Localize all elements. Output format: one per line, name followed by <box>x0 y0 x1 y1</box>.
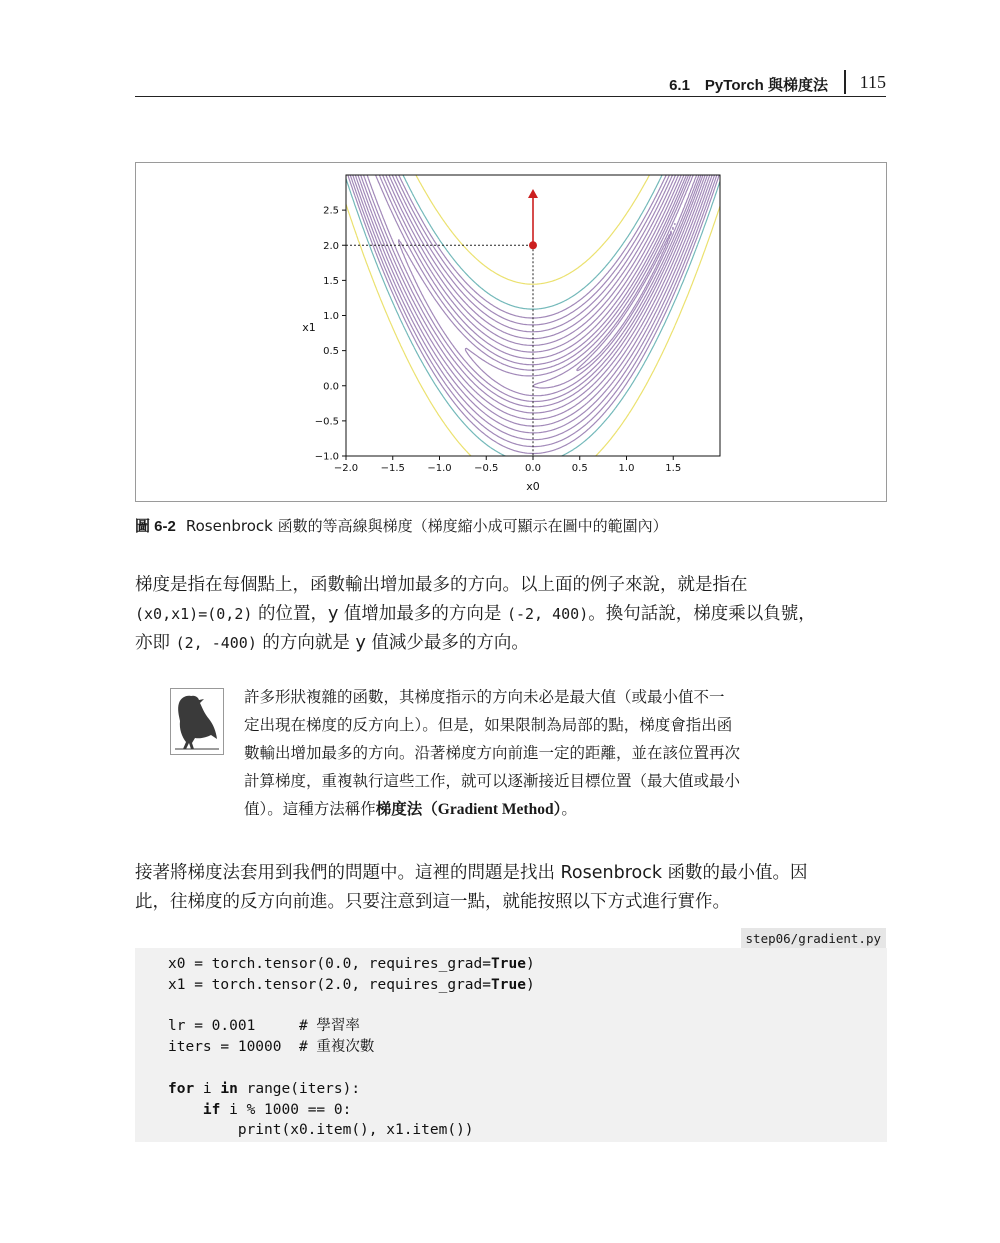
para1-code-2: (-2, 400) <box>506 605 589 623</box>
x-tick-label: −2.0 <box>333 463 359 474</box>
x-tick-label: 0.5 <box>571 463 588 474</box>
paragraph-gradient-definition <box>135 571 887 658</box>
code-line-6 <box>168 1100 887 1121</box>
x-tick-label: 1.0 <box>618 463 635 474</box>
note-line-1: 許多形狀複雜的函數，其梯度指示的方向未必是最大值（或最小值不一 <box>244 688 725 706</box>
page-number: 115 <box>859 72 886 92</box>
note-text <box>244 683 809 824</box>
code-filename: step06/gradient.py <box>741 928 886 948</box>
note-line-4: 計算梯度，重複執行這些工作，就可以逐漸接近目標位置（最大值或最小 <box>244 772 741 790</box>
code-1-a: x0 = torch.tensor(0.0, requires_grad= <box>168 956 492 972</box>
y-axis-label: x1 <box>302 321 316 334</box>
x-tick-label: −1.0 <box>427 463 452 474</box>
section-title: 6.1 PyTorch 與梯度法 <box>669 77 828 94</box>
note-line-3: 數輸出增加最多的方向。沿著梯度方向前進一定的距離，並在該位置再次 <box>244 744 741 762</box>
code-1-keyword: True <box>491 956 526 972</box>
code-2-c: ) <box>525 976 535 993</box>
code-5-for: for <box>168 1080 195 1097</box>
para2-line-2: 此，往梯度的反方向前進。只要注意到這一點，就能按照以下方式進行實作。 <box>135 892 730 912</box>
contour-level <box>357 172 711 427</box>
code-line-blank-1 <box>168 996 887 1017</box>
code-line-7: print(x0.item(), x1.item()) <box>168 1122 474 1139</box>
gradient-point <box>529 241 537 249</box>
caption-text: Rosenbrock 函數的等高線與梯度（梯度縮小成可顯示在圖中的範圍內） <box>185 517 668 535</box>
para1-text-1: 梯度是指在每個點上，函數輸出增加最多的方向。以上面的例子來說，就是指在 <box>135 575 748 595</box>
y-tick-label: −1.0 <box>314 451 339 463</box>
x-axis-label: x0 <box>526 480 540 493</box>
code-block <box>135 948 887 1142</box>
code-2-keyword: True <box>491 976 526 993</box>
figure-6-2 <box>135 162 887 502</box>
paragraph-apply-gradient <box>135 859 887 917</box>
x-tick-label: 1.5 <box>665 463 682 474</box>
para1-code-1: (x0,x1)=(0,2) <box>135 605 253 623</box>
y-tick-label: 2.0 <box>323 240 339 252</box>
header-divider <box>844 70 846 94</box>
contour-plot <box>136 163 886 501</box>
note-term-gradient-method: 梯度法（Gradient Method） <box>375 801 562 818</box>
caption-label: 圖 6-2 <box>135 518 176 535</box>
y-tick-label: 0.0 <box>323 381 339 393</box>
note-line-5-text: 值）。這種方法稱作 <box>244 800 376 818</box>
gradient-arrow-head <box>528 189 538 198</box>
code-line-1 <box>168 954 887 975</box>
contour-level <box>362 172 706 414</box>
code-line-3: lr = 0.001 # 學習率 <box>168 1018 360 1035</box>
crow-note-icon <box>170 688 224 755</box>
page-header <box>135 70 886 97</box>
code-6-indent <box>168 1102 203 1118</box>
code-line-2 <box>168 975 887 996</box>
para1-text-4: 亦即 <box>135 633 176 653</box>
code-1-c: ) <box>525 956 535 972</box>
para1-text-2: 的位置，y 值增加最多的方向是 <box>252 604 507 624</box>
x-tick-label: 0.0 <box>525 463 541 474</box>
contour-level <box>534 172 698 389</box>
code-5-b: i <box>194 1080 221 1097</box>
y-tick-label: −0.5 <box>314 416 339 428</box>
note-line-2: 定出現在梯度的反方向上）。但是，如果限制為局部的點，梯度會指出函 <box>244 716 733 734</box>
x-tick-label: −1.5 <box>380 463 405 474</box>
code-5-in: in <box>220 1080 238 1097</box>
code-5-d: range(iters): <box>237 1080 361 1097</box>
y-tick-label: 1.0 <box>323 311 339 322</box>
code-line-4: iters = 10000 # 重複次數 <box>168 1039 375 1056</box>
code-line-blank-2 <box>168 1058 887 1079</box>
para2-line-1: 接著將梯度法套用到我們的問題中。這裡的問題是找出 Rosenbrock 函數的最小值。因 <box>135 863 808 883</box>
x-tick-label: −0.5 <box>474 463 499 474</box>
y-tick-label: 2.5 <box>323 205 339 217</box>
note-line-5-end: 。 <box>561 800 577 818</box>
para1-text-3: 。換句話說，梯度乘以負號， <box>588 604 816 624</box>
para1-text-5: 的方向就是 y 值減少最多的方向。 <box>256 633 529 653</box>
y-tick-label: 0.5 <box>323 346 339 358</box>
code-6-if: if <box>202 1101 221 1118</box>
para1-code-3: (2, -400) <box>175 634 257 652</box>
code-6-c: i % 1000 == 0: <box>220 1101 352 1118</box>
note-line-5 <box>244 795 809 824</box>
y-tick-label: 1.5 <box>323 275 339 287</box>
figure-caption <box>135 515 668 536</box>
code-line-5 <box>168 1079 887 1100</box>
code-2-a: x1 = torch.tensor(2.0, requires_grad= <box>168 976 492 993</box>
